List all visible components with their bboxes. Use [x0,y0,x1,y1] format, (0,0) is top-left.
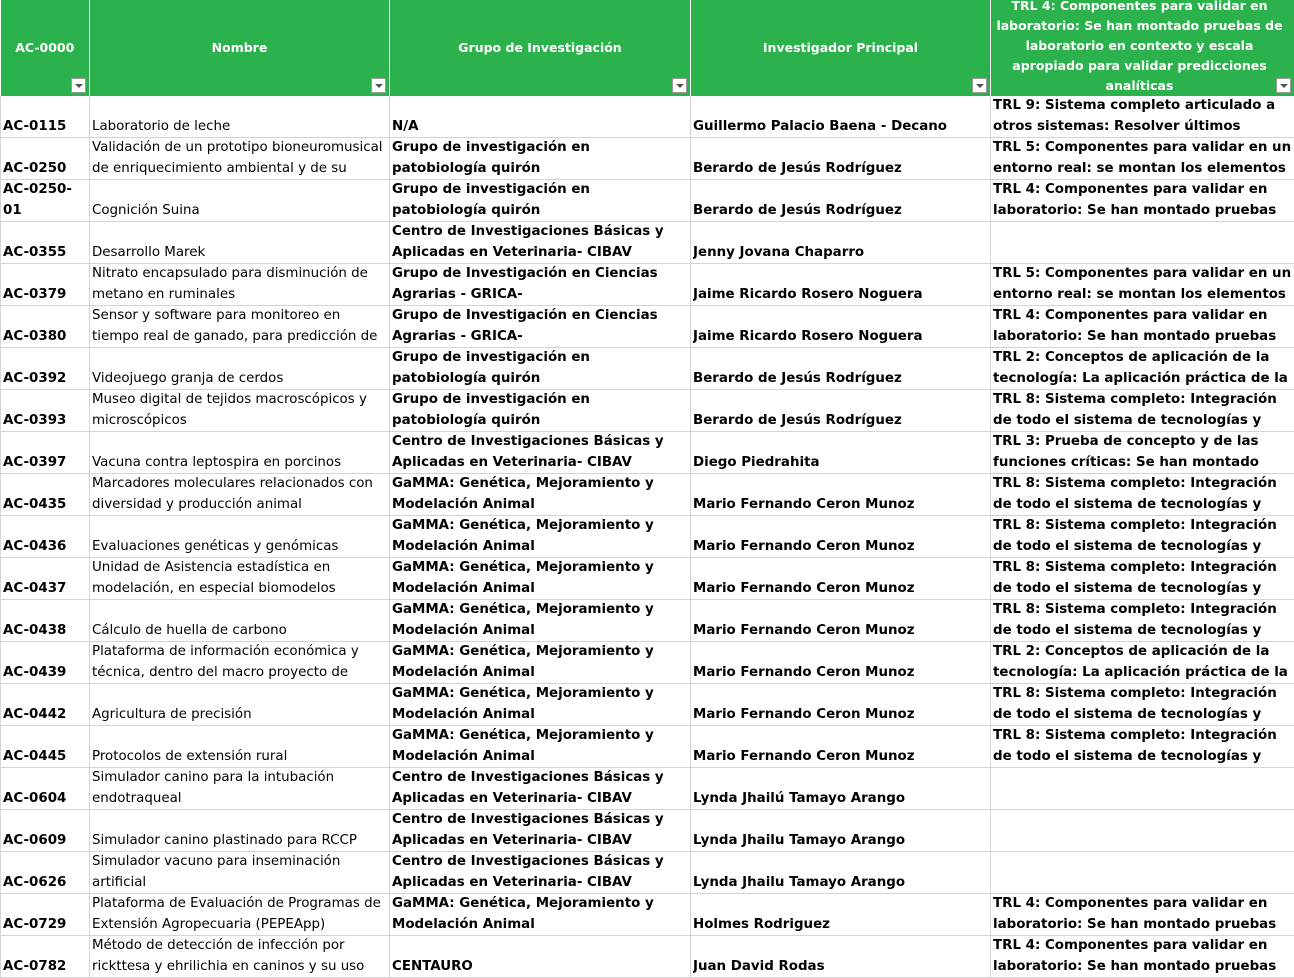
cell-group[interactable]: GaMMA: Genética, Mejoramiento y Modelación Animal [390,558,691,600]
cell-group[interactable]: GaMMA: Genética, Mejoramiento y Modelación Animal [390,726,691,768]
cell-group[interactable]: Grupo de investigación en patobiología quirón [390,348,691,390]
cell-name[interactable]: Nitrato encapsulado para disminución de metano en ruminales [90,264,390,306]
cell-code[interactable]: AC-0355 [1,222,90,264]
filter-dropdown-icon[interactable] [371,78,386,93]
cell-name[interactable]: Desarrollo Marek [90,222,390,264]
table-row [1,180,1294,222]
table-row [1,306,1294,348]
cell-trl[interactable]: TRL 4: Componentes para validar en laboratorio: Se han montado pruebas [991,936,1294,978]
cell-name[interactable]: Cognición Suina [90,180,390,222]
cell-code[interactable]: AC-0393 [1,390,90,432]
cell-code[interactable]: AC-0626 [1,852,90,894]
cell-name[interactable]: Simulador canino plastinado para RCCP [90,810,390,852]
cell-code[interactable]: AC-0435 [1,474,90,516]
cell-name[interactable]: Simulador canino para la intubación endotraqueal [90,768,390,810]
cell-investigator[interactable]: Guillermo Palacio Baena - Decano [691,96,991,138]
cell-investigator[interactable]: Diego Piedrahita [691,432,991,474]
table-row [1,600,1294,642]
cell-name[interactable]: Laboratorio de leche [90,96,390,138]
cell-name[interactable]: Plataforma de Evaluación de Programas de Extensión Agropecuaria (PEPEApp) [90,894,390,936]
cell-investigator[interactable]: Berardo de Jesús Rodríguez [691,138,991,180]
cell-code[interactable]: AC-0729 [1,894,90,936]
cell-investigator[interactable]: Berardo de Jesús Rodríguez [691,180,991,222]
header-trl[interactable]: TRL 4: Componentes para validar en laboratorio: Se han montado pruebas de laboratorio en contexto y escala apropiado para validar predicciones analíticas [991,0,1294,96]
cell-group[interactable]: Centro de Investigaciones Básicas y Aplicadas en Veterinaria- CIBAV [390,768,691,810]
cell-name[interactable]: Marcadores moleculares relacionados con diversidad y producción animal [90,474,390,516]
cell-investigator[interactable]: Jenny Jovana Chaparro [691,222,991,264]
header-name[interactable]: Nombre [90,0,390,96]
cell-investigator[interactable]: Jaime Ricardo Rosero Noguera [691,264,991,306]
cell-name[interactable]: Protocolos de extensión rural [90,726,390,768]
cell-group[interactable]: Centro de Investigaciones Básicas y Aplicadas en Veterinaria- CIBAV [390,810,691,852]
cell-group[interactable]: GaMMA: Genética, Mejoramiento y Modelación Animal [390,894,691,936]
cell-group[interactable]: Grupo de Investigación en Ciencias Agrarias - GRICA- [390,306,691,348]
cell-trl[interactable]: TRL 8: Sistema completo: Integración de todo el sistema de tecnologías y [991,558,1294,600]
cell-name[interactable]: Cálculo de huella de carbono [90,600,390,642]
cell-name[interactable]: Sensor y software para monitoreo en tiempo real de ganado, para predicción de [90,306,390,348]
cell-investigator[interactable]: Mario Fernando Ceron Munoz [691,558,991,600]
cell-trl[interactable] [991,768,1294,810]
cell-investigator[interactable]: Mario Fernando Ceron Munoz [691,600,991,642]
cell-investigator[interactable]: Mario Fernando Ceron Munoz [691,474,991,516]
cell-investigator[interactable]: Holmes Rodriguez [691,894,991,936]
cell-group[interactable]: Centro de Investigaciones Básicas y Aplicadas en Veterinaria- CIBAV [390,852,691,894]
cell-investigator[interactable]: Jaime Ricardo Rosero Noguera [691,306,991,348]
cell-group[interactable]: Grupo de investigación en patobiología quirón [390,390,691,432]
cell-code[interactable]: AC-0442 [1,684,90,726]
cell-code[interactable]: AC-0250-01 [1,180,90,222]
cell-code[interactable]: AC-0438 [1,600,90,642]
cell-trl[interactable]: TRL 8: Sistema completo: Integración de todo el sistema de tecnologías y [991,600,1294,642]
cell-trl[interactable]: TRL 8: Sistema completo: Integración de todo el sistema de tecnologías y [991,684,1294,726]
cell-name[interactable]: Videojuego granja de cerdos [90,348,390,390]
table-row [1,348,1294,390]
table-row [1,642,1294,684]
table-row [1,516,1294,558]
filter-dropdown-icon[interactable] [972,78,987,93]
cell-investigator[interactable]: Juan David Rodas [691,936,991,978]
cell-code[interactable]: AC-0379 [1,264,90,306]
table-row [1,432,1294,474]
cell-trl[interactable]: TRL 4: Componentes para validar en laboratorio: Se han montado pruebas [991,894,1294,936]
cell-group[interactable]: Grupo de Investigación en Ciencias Agrarias - GRICA- [390,264,691,306]
cell-code[interactable]: AC-0392 [1,348,90,390]
header-code[interactable]: AC-0000 [1,0,90,96]
cell-trl[interactable] [991,852,1294,894]
cell-name[interactable]: Museo digital de tejidos macroscópicos y microscópicos [90,390,390,432]
cell-name[interactable]: Simulador vacuno para inseminación artificial [90,852,390,894]
filter-dropdown-icon[interactable] [1276,78,1291,93]
header-investigator[interactable]: Investigador Principal [691,0,991,96]
cell-investigator[interactable]: Berardo de Jesús Rodríguez [691,390,991,432]
cell-name[interactable]: Unidad de Asistencia estadística en modelación, en especial biomodelos [90,558,390,600]
cell-trl[interactable]: TRL 8: Sistema completo: Integración de todo el sistema de tecnologías y [991,516,1294,558]
cell-code[interactable]: AC-0380 [1,306,90,348]
cell-trl[interactable]: TRL 5: Componentes para validar en un entorno real: se montan los elementos [991,264,1294,306]
table-row [1,768,1294,810]
cell-trl[interactable]: TRL 4: Componentes para validar en laboratorio: Se han montado pruebas [991,180,1294,222]
cell-group[interactable]: GaMMA: Genética, Mejoramiento y Modelación Animal [390,600,691,642]
cell-name[interactable]: Vacuna contra leptospira en porcinos [90,432,390,474]
cell-name[interactable]: Validación de un prototipo bioneuromusical de enriquecimiento ambiental y de su [90,138,390,180]
table-row [1,852,1294,894]
cell-investigator[interactable]: Mario Fernando Ceron Munoz [691,642,991,684]
table-row [1,810,1294,852]
table-row [1,894,1294,936]
cell-code[interactable]: AC-0439 [1,642,90,684]
cell-trl[interactable]: TRL 4: Componentes para validar en laboratorio: Se han montado pruebas [991,306,1294,348]
table-row [1,264,1294,306]
header-row [1,0,1294,96]
cell-code[interactable]: AC-0445 [1,726,90,768]
cell-investigator[interactable]: Berardo de Jesús Rodríguez [691,348,991,390]
cell-name[interactable]: Agricultura de precisión [90,684,390,726]
filter-dropdown-icon[interactable] [672,78,687,93]
cell-trl[interactable]: TRL 5: Componentes para validar en un entorno real: se montan los elementos [991,138,1294,180]
table-row [1,390,1294,432]
cell-trl[interactable] [991,222,1294,264]
header-group[interactable]: Grupo de Investigación [390,0,691,96]
table-row [1,936,1294,978]
cell-code[interactable]: AC-0115 [1,96,90,138]
cell-group[interactable]: Grupo de investigación en patobiología quirón [390,138,691,180]
cell-group[interactable]: Centro de Investigaciones Básicas y Aplicadas en Veterinaria- CIBAV [390,222,691,264]
table-row [1,726,1294,768]
cell-name[interactable]: Plataforma de información económica y técnica, dentro del macro proyecto de [90,642,390,684]
cell-code[interactable]: AC-0604 [1,768,90,810]
cell-trl[interactable]: TRL 2: Conceptos de aplicación de la tecnología: La aplicación práctica de la [991,642,1294,684]
cell-group[interactable]: GaMMA: Genética, Mejoramiento y Modelación Animal [390,684,691,726]
cell-code[interactable]: AC-0609 [1,810,90,852]
table-row [1,222,1294,264]
cell-investigator[interactable]: Lynda Jhailu Tamayo Arango [691,852,991,894]
cell-name[interactable]: Método de detección de infección por rickttesa y ehrilichia en caninos y su uso [90,936,390,978]
cell-name[interactable]: Evaluaciones genéticas y genómicas [90,516,390,558]
cell-trl[interactable]: TRL 9: Sistema completo articulado a otros sistemas: Resolver últimos [991,96,1294,138]
cell-code[interactable]: AC-0397 [1,432,90,474]
table-row [1,96,1294,138]
table-row [1,684,1294,726]
filter-dropdown-icon[interactable] [71,78,86,93]
cell-investigator[interactable]: Lynda Jhailú Tamayo Arango [691,768,991,810]
cell-trl[interactable]: TRL 3: Prueba de concepto y de las funciones críticas: Se han montado [991,432,1294,474]
table-row [1,138,1294,180]
cell-group[interactable]: GaMMA: Genética, Mejoramiento y Modelación Animal [390,474,691,516]
cell-code[interactable]: AC-0436 [1,516,90,558]
cell-group[interactable]: GaMMA: Genética, Mejoramiento y Modelación Animal [390,516,691,558]
cell-code[interactable]: AC-0437 [1,558,90,600]
cell-trl[interactable]: TRL 8: Sistema completo: Integración de todo el sistema de tecnologías y [991,390,1294,432]
cell-group[interactable]: GaMMA: Genética, Mejoramiento y Modelación Animal [390,642,691,684]
table-row [1,558,1294,600]
cell-group[interactable]: Grupo de investigación en patobiología quirón [390,180,691,222]
cell-group[interactable]: Centro de Investigaciones Básicas y Aplicadas en Veterinaria- CIBAV [390,432,691,474]
cell-group[interactable]: CENTAURO [390,936,691,978]
table-row [1,474,1294,516]
cell-investigator[interactable]: Mario Fernando Ceron Munoz [691,726,991,768]
cell-trl[interactable]: TRL 2: Conceptos de aplicación de la tecnología: La aplicación práctica de la [991,348,1294,390]
cell-trl[interactable]: TRL 8: Sistema completo: Integración de todo el sistema de tecnologías y [991,474,1294,516]
cell-code[interactable]: AC-0782 [1,936,90,978]
cell-investigator[interactable]: Lynda Jhailu Tamayo Arango [691,810,991,852]
cell-code[interactable]: AC-0250 [1,138,90,180]
cell-trl[interactable] [991,810,1294,852]
cell-trl[interactable]: TRL 8: Sistema completo: Integración de todo el sistema de tecnologías y [991,726,1294,768]
cell-investigator[interactable]: Mario Fernando Ceron Munoz [691,684,991,726]
cell-investigator[interactable]: Mario Fernando Ceron Munoz [691,516,991,558]
cell-group[interactable]: N/A [390,96,691,138]
